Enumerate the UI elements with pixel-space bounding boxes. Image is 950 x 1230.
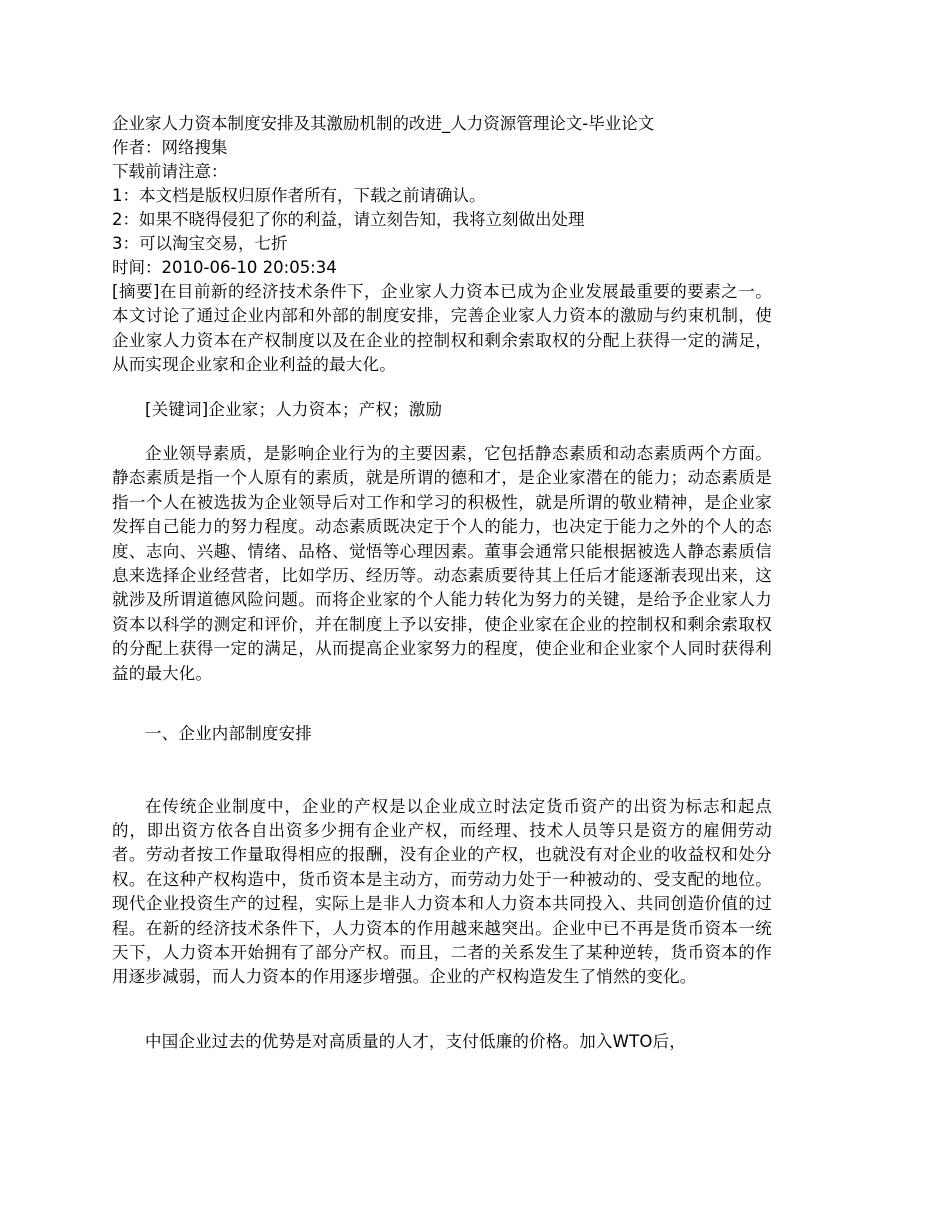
body-paragraph-2: 在传统企业制度中，企业的产权是以企业成立时法定货币资产的出资为标志和起点的，即出资方依各自出资多少拥有企业产权，而经理、技术人员等只是资方的雇佣劳动者。劳动者按工作量取得相应的报酬，没有企业的产权，也就没有对企业的收益权和处分权。在这种产权构造中，货币资本是主动方，而劳动力处于一种被动的、受支配的地位。现代企业投资生产的过程，实际上是非人力资本和人力资本共同投入、共同创造价值的过程。在新的经济技术条件下，人力资本的作用越来越突出。企业中已不再是货币资本一统天下，人力资本开始拥有了部分产权。而且，二者的关系发生了某种逆转，货币资本的作用逐步减弱，而人力资本的作用逐步增强。企业的产权构造发生了悄然的变化。 — [112, 796, 772, 987]
notice-item-2: 2：如果不晓得侵犯了你的利益，请立刻告知，我将立刻做出处理 — [112, 210, 585, 229]
document-title: 企业家人力资本制度安排及其激励机制的改进_人力资源管理论文-毕业论文 — [112, 114, 655, 133]
keywords-line: [关键词]企业家；人力资本；产权；激励 — [145, 399, 443, 419]
body-paragraph-1: 企业领导素质，是影响企业行为的主要因素，它包括静态素质和动态素质两个方面。静态素质是指一个人原有的素质，就是所谓的德和才，是企业家潜在的能力；动态素质是指一个人在被选拔为企业领导后对工作和学习的积极性，就是所谓的敬业精神，是企业家发挥自己能力的努力程度。动态素质既决定于个人的能力，也决定于能力之外的个人的态度、志向、兴趣、情绪、品格、觉悟等心理因素。董事会通常只能根据被选人静态素质信息来选择企业经营者，比如学历、经历等。动态素质要待其上任后才能逐渐表现出来，这就涉及所谓道德风险问题。而将企业家的个人能力转化为努力的关键，是给予企业家人力资本以科学的测定和评价，并在制度上予以安排，使企业家在企业的控制权和剩余索取权的分配上获得一定的满足，从而提高企业家努力的程度，使企业和企业家个人同时获得利益的最大化。 — [112, 444, 772, 683]
section-heading-1: 一、企业内部制度安排 — [145, 724, 312, 744]
abstract-paragraph: [摘要]在目前新的经济技术条件下，企业家人力资本已成为企业发展最重要的要素之一。本文讨论了通过企业内部和外部的制度安排，完善企业家人力资本的激励与约束机制，使企业家人力资本在产权制度以及在企业的控制权和剩余索取权的分配上获得一定的满足，从而实现企业家和企业利益的最大化。 — [112, 282, 772, 375]
timestamp-line: 时间：2010-06-10 20:05:34 — [112, 258, 337, 277]
notice-title: 下载前请注意： — [112, 162, 228, 181]
body-paragraph-3: 中国企业过去的优势是对高质量的人才，支付低廉的价格。加入WTO后， — [145, 1031, 686, 1051]
notice-item-3: 3：可以淘宝交易，七折 — [112, 234, 288, 253]
author-line: 作者：网络搜集 — [112, 138, 228, 157]
document-page — [112, 112, 772, 1054]
notice-item-1: 1：本文档是版权归原作者所有，下载之前请确认。 — [112, 186, 486, 205]
